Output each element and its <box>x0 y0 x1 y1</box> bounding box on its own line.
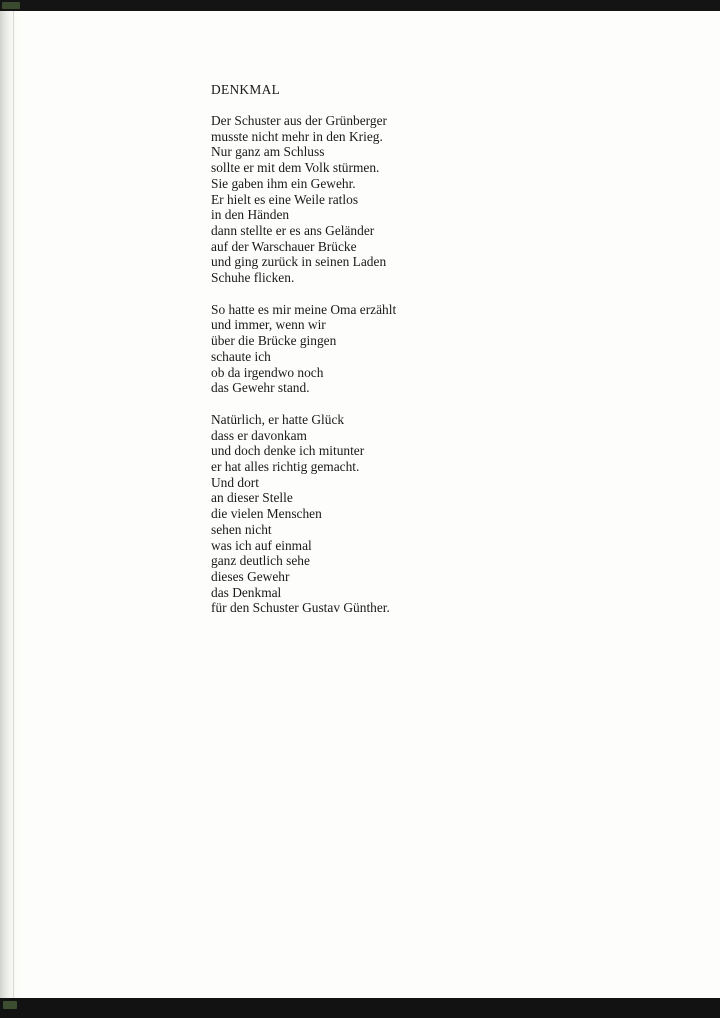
poem-line: Nur ganz am Schluss <box>211 144 325 160</box>
scan-clip-mark <box>3 1001 17 1009</box>
poem-line: dieses Gewehr <box>211 568 290 584</box>
poem-line: ganz deutlich sehe <box>211 553 310 569</box>
poem-line: das Denkmal <box>211 584 282 600</box>
poem-line: ob da irgendwo noch <box>211 364 324 380</box>
poem-line: was ich auf einmal <box>211 537 312 553</box>
poem-line: das Gewehr stand. <box>211 380 310 396</box>
poem-title: DENKMAL <box>211 82 281 97</box>
stanza-2 <box>211 302 511 396</box>
poem-line: dann stellte er es ans Geländer <box>211 222 375 238</box>
poem-line: an dieser Stelle <box>211 490 293 506</box>
scan-clip-mark <box>2 2 20 9</box>
poem-line: und ging zurück in seinen Laden <box>211 254 387 270</box>
scan-bottom-border <box>0 998 720 1018</box>
poem-line: sollte er mit dem Volk stürmen. <box>211 160 380 176</box>
poem-line: So hatte es mir meine Oma erzählt <box>211 301 397 317</box>
poem-line: Er hielt es eine Weile ratlos <box>211 191 359 207</box>
poem-line: die vielen Menschen <box>211 506 322 522</box>
poem-line: und doch denke ich mitunter <box>211 443 365 459</box>
poem-line: musste nicht mehr in den Krieg. <box>211 128 383 144</box>
binding-crease <box>13 11 14 998</box>
poem <box>211 82 511 632</box>
poem-line: schaute ich <box>211 348 271 364</box>
poem-line: er hat alles richtig gemacht. <box>211 459 360 475</box>
page-binding-edge <box>0 11 22 998</box>
poem-line: und immer, wenn wir <box>211 317 326 333</box>
stanza-1 <box>211 113 511 286</box>
poem-line: über die Brücke gingen <box>211 333 337 349</box>
poem-line: Schuhe flicken. <box>211 270 295 286</box>
poem-line: auf der Warschauer Brücke <box>211 238 357 254</box>
poem-line: Und dort <box>211 474 259 490</box>
stanza-3 <box>211 412 511 616</box>
scan-top-border <box>0 0 720 11</box>
poem-line: in den Händen <box>211 207 290 223</box>
poem-line: Sie gaben ihm ein Gewehr. <box>211 175 356 191</box>
poem-line: für den Schuster Gustav Günther. <box>211 600 390 616</box>
poem-line: dass er davonkam <box>211 427 307 443</box>
poem-line: Natürlich, er hatte Glück <box>211 411 345 427</box>
poem-line: sehen nicht <box>211 521 272 537</box>
poem-line: Der Schuster aus der Grünberger <box>211 113 388 128</box>
